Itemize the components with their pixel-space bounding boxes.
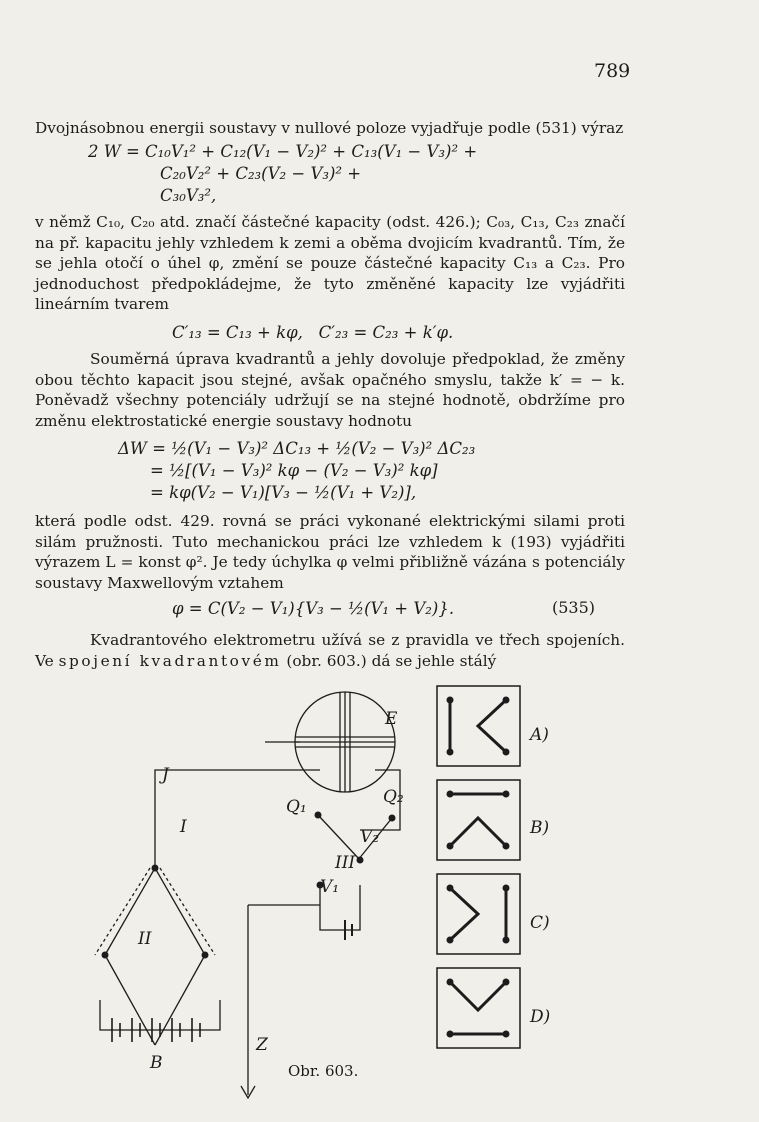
label-v1: V₁ <box>320 877 340 897</box>
paragraph-2: v němž C₁₀, C₂₀ atd. značí částečné kapacity (odst. 426.); C₀₃, C₁₃, C₂₃ značí na př. kapacitu jehly vzhledem k zemi a oběma dvojicím kvadrantů. Tím, že se jehla otočí o úhel φ, změní se pouze částečné kapacity C₁₃ a C₂₃. Pro jednoduchost předpokládejme, že tyto změněné kapacity lze vyjádřiti lineárním tvarem <box>35 213 625 314</box>
equation-1-line-2: C₂₀V₂² + C₂₃(V₂ − V₃)² + <box>160 164 362 183</box>
equation-2: C′₁₃ = C₁₃ + kφ, C′₂₃ = C₂₃ + k′φ. <box>172 323 454 342</box>
label-e: E <box>385 709 398 729</box>
label-i: I <box>180 817 187 837</box>
paragraph-3: Souměrná úprava kvadrantů a jehly dovoluje předpoklad, že změny obou těchto kapacit jsou stejné, avšak opačného smyslu, takže k′ = − k. Poněvadž všechny potenciály udržují se na stejné hodnotě, obdržíme pro změnu elektrostatické energie soustavy hodnotu <box>35 350 625 430</box>
equation-4-number: (535) <box>552 598 596 617</box>
page-number: 789 <box>594 60 631 82</box>
bridge-arm-right <box>155 868 205 955</box>
equation-1-line-1: 2 W = C₁₀V₁² + C₁₂(V₁ − V₂)² + C₁₃(V₁ − V₃)² + <box>88 142 478 161</box>
label-iii: III <box>335 853 356 873</box>
equation-3-line-2: = ½[(V₁ − V₃)² kφ − (V₂ − V₃)² kφ] <box>150 461 438 480</box>
equation-3-line-3: = kφ(V₂ − V₁)[V₃ − ½(V₁ + V₂)], <box>150 483 417 502</box>
figure-caption: Obr. 603. <box>288 1062 359 1080</box>
label-ii: II <box>138 929 152 949</box>
paragraph-1: Dvojnásobnou energii soustavy v nullové poloze vyjadřuje podle (531) výraz <box>35 119 624 137</box>
panel-a-label: A) <box>530 725 549 745</box>
paragraph-5-end: (obr. 603.) dá se jehle stálý <box>286 651 497 670</box>
panel-c-label: C) <box>530 913 550 933</box>
panel-d-label: D) <box>530 1007 551 1027</box>
equation-4: φ = C(V₂ − V₁){V₃ − ½(V₁ + V₂)}. <box>172 599 455 618</box>
label-v2: V₂ <box>360 827 380 847</box>
paragraph-4: která podle odst. 429. rovná se práci vykonané elektrickými silami proti silám pružnosti. Tuto mechanickou práci lze vzhledem k (193) vyjádřiti výrazem L = konst φ². Je tedy úchylka φ velmi přibližně vázána s potenciály soustavy Maxwellovým vztahem <box>35 512 625 592</box>
label-b: B <box>150 1053 163 1073</box>
panel-b-label: B) <box>530 818 550 838</box>
label-q2: Q₂ <box>383 787 404 807</box>
label-j: J <box>162 765 169 785</box>
label-q1: Q₁ <box>286 797 307 817</box>
equation-3-line-1: ΔW = ½(V₁ − V₃)² ΔC₁₃ + ½(V₂ − V₃)² ΔC₂₃ <box>118 439 476 458</box>
paragraph-5-spaced: spojení kvadrantovém <box>58 651 282 670</box>
paragraph-5-start: Kvadrantového elektrometru užívá se z pravidla ve třech spojeních. Ve <box>35 631 625 670</box>
label-z: Z <box>256 1035 268 1055</box>
equation-1-line-3: C₃₀V₃², <box>160 186 217 205</box>
